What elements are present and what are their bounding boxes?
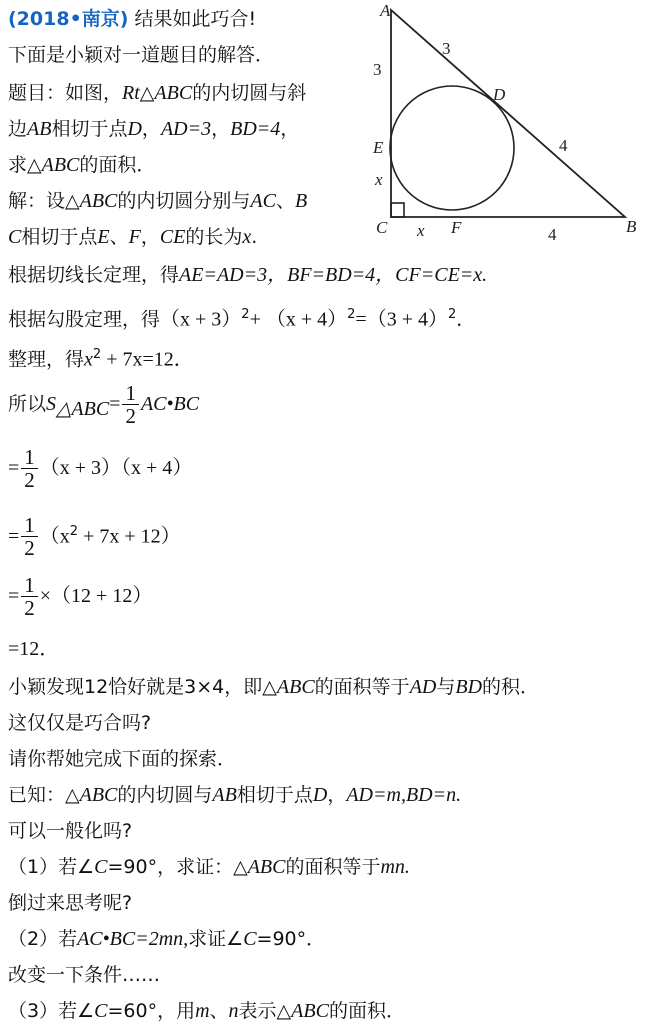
right-angle-mark <box>391 203 404 217</box>
intro-line: 下面是小颖对一道题目的解答． <box>8 44 275 66</box>
label-d: D <box>493 85 506 104</box>
discover-line: 小颖发现12恰好就是3×4，即△ABC的面积等于AD与BD的积． <box>8 676 540 698</box>
header-line <box>8 6 256 32</box>
solution-line-1: 解：设△ABC的内切圆分别与AC、B <box>8 190 308 212</box>
fraction-half: $\frac{1}{2}$ <box>122 382 139 427</box>
fraction-half: $\frac{1}{2}$ <box>21 446 38 491</box>
part-1: （1）若∠C=90°，求证：△ABC的面积等于mn. <box>8 856 410 878</box>
step-result: =12． <box>8 638 60 660</box>
part-2: （2）若AC•BC=2mn,求证∠C=90°． <box>8 928 326 950</box>
known-line: 已知：△ABC的内切圆与AB相切于点D，AD=m,BD=n. <box>8 784 462 806</box>
step-tangent: 根据切线长定理，得AE=AD=3，BF=BD=4，CF=CE=x. <box>8 264 488 286</box>
seg-ad: 3 <box>442 39 451 58</box>
label-e: E <box>373 138 384 157</box>
step-area-3: = $\frac{1}{2}$ ×（12 + 12） <box>8 573 153 620</box>
seg-db: 4 <box>559 136 568 155</box>
seg-cf: x <box>417 221 425 240</box>
problem-line-1: 题目：如图，Rt△ABC的内切圆与斜 <box>8 82 307 104</box>
part-3: （3）若∠C=60°，用m、n表示△ABC的面积． <box>8 1000 405 1022</box>
solution-line-2: C相切于点E、F，CE的长为x. <box>8 226 258 248</box>
question-coincidence: 这仅仅是巧合吗? <box>8 712 152 734</box>
seg-ae: 3 <box>373 60 382 79</box>
seg-fb: 4 <box>548 225 557 242</box>
incircle <box>390 86 514 210</box>
step-area-1: = $\frac{1}{2}$ （x + 3）（x + 4） <box>8 445 193 492</box>
fraction-half: $\frac{1}{2}$ <box>21 574 38 619</box>
label-c: C <box>376 218 388 237</box>
label-b: B <box>626 217 637 236</box>
question-reverse: 倒过来思考呢? <box>8 892 133 914</box>
seg-ce: x <box>375 170 383 189</box>
step-area-formula: 所以$S_{\triangle ABC}=$ $\frac{1}{2}$ AC•BC <box>8 381 200 428</box>
step-simplify: 整理，得$x^2 + 7x=12$． <box>8 347 194 371</box>
step-area-2: = $\frac{1}{2}$ $(x^2 + 7x + 12)$ <box>8 513 181 561</box>
question-generalize: 可以一般化吗? <box>8 820 133 842</box>
question-change: 改变一下条件…… <box>8 964 161 986</box>
problem-source: (2018•南京) <box>8 8 129 30</box>
problem-line-2: 边AB相切于点D，AD=3，BD=4， <box>8 118 300 140</box>
fraction-half: $\frac{1}{2}$ <box>21 514 38 559</box>
question-explore: 请你帮她完成下面的探索． <box>8 748 237 770</box>
label-a: A <box>380 1 391 20</box>
triangle-incircle-figure <box>362 0 648 242</box>
triangle-abc <box>391 10 625 217</box>
problem-line-3: 求△ABC的面积． <box>8 154 156 176</box>
step-pythagoras: 根据勾股定理，得$(x + 3)^2+ (x + 4)^2=(3 + 4)^2$． <box>8 307 476 331</box>
header-title: 结果如此巧合! <box>134 8 257 30</box>
label-f: F <box>451 218 462 237</box>
